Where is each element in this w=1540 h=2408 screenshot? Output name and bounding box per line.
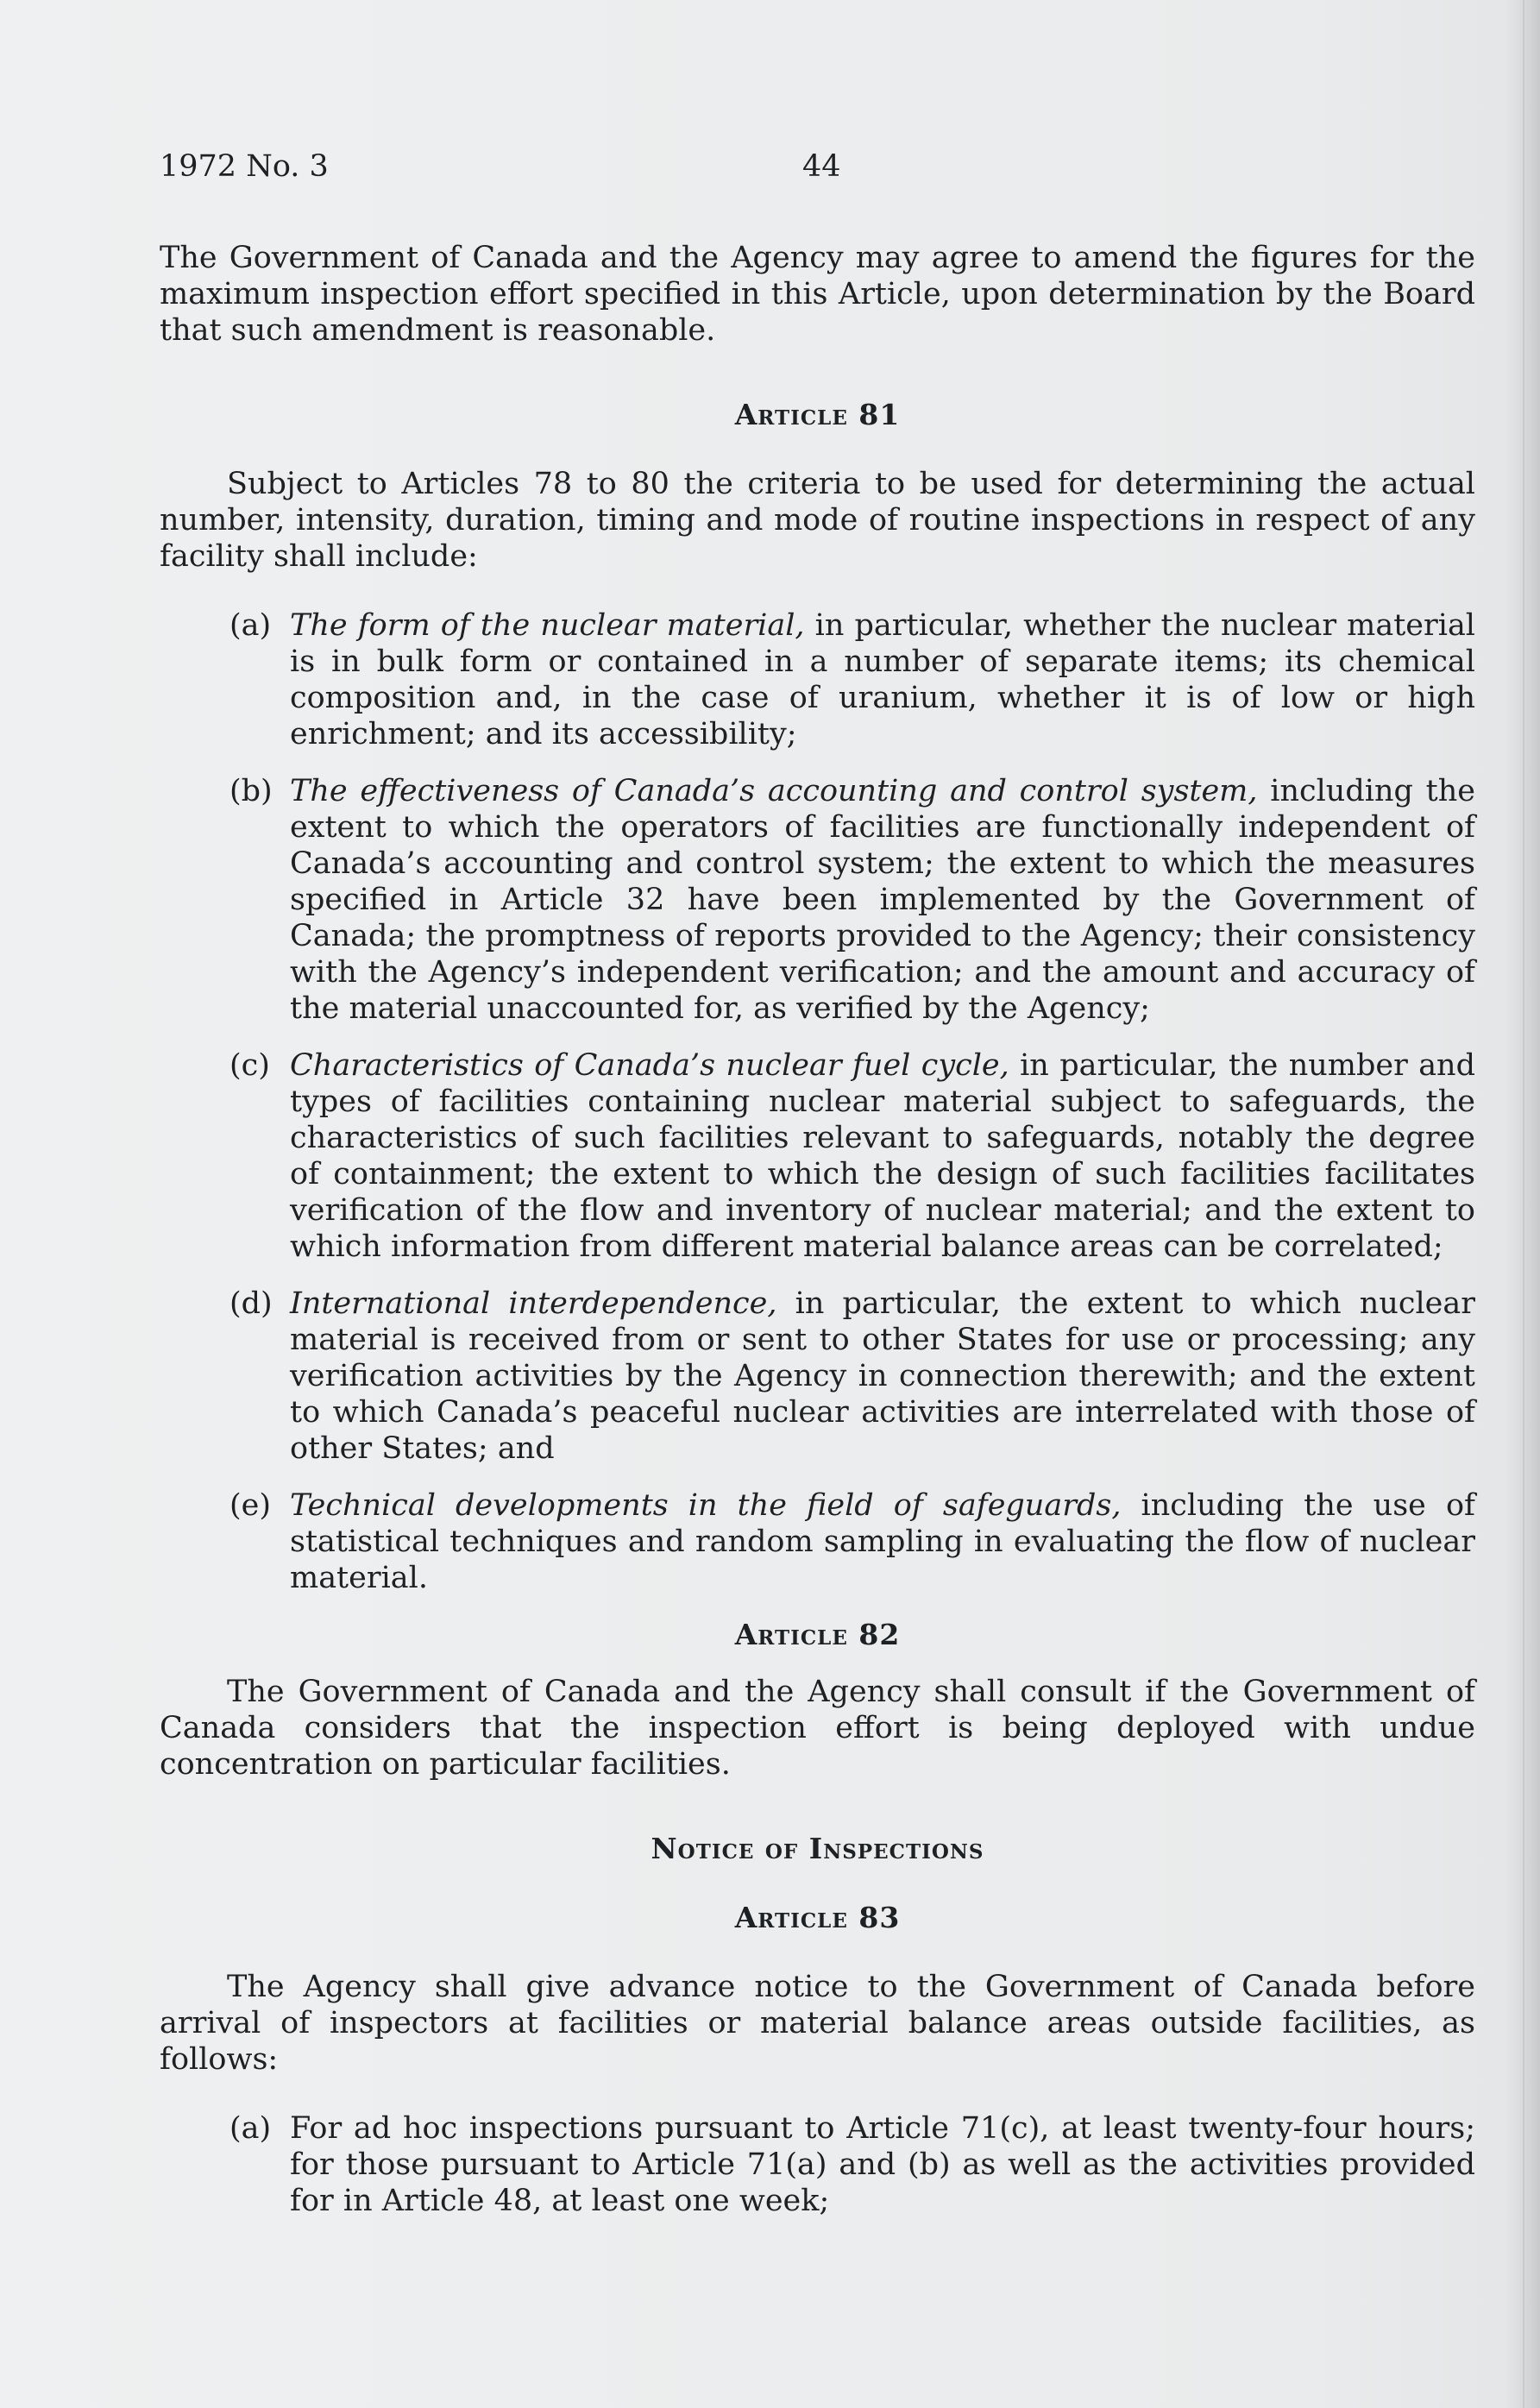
item-letter: (b) [229,774,273,808]
item-text: including the use of statistical techniques and random sampling in evaluating the flow of nuclear material. [290,1488,1475,1595]
article-81-item-d [160,1286,1475,1467]
item-text: in particular, the extent to which nuclear material is received from or sent to other States for use or processing; any verification activities by the Agency in connection therewith; and the extent to which Canada’s peaceful nuclear activities are interrelated with those of other States; and [290,1286,1475,1466]
article-81-item-e [160,1487,1475,1596]
article-81-item-b [160,773,1475,1027]
item-letter: (c) [229,1048,270,1083]
article-83-intro: The Agency shall give advance notice to the Government of Canada before arrival of inspectors at facilities or material balance areas outside facilities, as follows: [160,1970,1475,2077]
item-letter: (a) [229,2111,272,2146]
running-header [160,148,1475,192]
article-82-paragraph: The Government of Canada and the Agency shall consult if the Government of Canada considers that the inspection effort is being deployed with undue concentration on particular facilities. [160,1675,1475,1782]
item-lead-phrase: Characteristics of Canada’s nuclear fuel cycle, [290,1048,1009,1083]
item-text: For ad hoc inspections pursuant to Article 71(c), at least twenty-four hours; for those pursuant to Article 71(a) and (b) as well as the activities provided for in Article 48, at least one week; [290,2111,1475,2218]
article-83-heading: Article 83 [734,1901,901,1934]
item-letter: (a) [229,608,272,643]
article-81-item-c [160,1047,1475,1265]
article-83-item-a [160,2110,1475,2219]
intro-paragraph: The Government of Canada and the Agency may agree to amend the figures for the maximum inspection effort specified in this Article, upon determination by the Board that such amendment is reasonable. [160,241,1475,348]
item-lead-phrase: Technical developments in the field of safeguards, [290,1488,1122,1523]
item-letter: (d) [229,1286,273,1321]
article-81-heading: Article 81 [734,398,901,431]
item-lead-phrase: International interdependence, [290,1286,777,1321]
page-number: 44 [802,149,841,184]
item-text: in particular, whether the nuclear material is in bulk form or contained in a number of separate items; its chemical composition and, in the case of uranium, whether it is of low or high enrichment; and its accessibility; [290,608,1475,751]
item-letter: (e) [229,1488,272,1523]
header-year-number: 1972 No. 3 [160,149,329,184]
item-lead-phrase: The effectiveness of Canada’s accounting and control system, [290,774,1258,808]
notice-of-inspections-heading: Notice of Inspections [651,1832,984,1865]
item-text: in particular, the number and types of facilities containing nuclear material subject to safeguards, the characteristics of such facilities relevant to safeguards, notably the degree of containment; the extent to which the design of such facilities facilitates verification of the flow and inventory of nuclear material; and the extent to which information from different material balance areas can be correlated; [290,1048,1476,1264]
article-82-heading: Article 82 [734,1618,901,1651]
article-81-intro: Subject to Articles 78 to 80 the criteria to be used for determining the actual number, intensity, duration, timing and mode of routine inspections in respect of any facility shall include: [160,467,1475,574]
item-lead-phrase: The form of the nuclear material, [290,608,805,643]
item-text: including the extent to which the operators of facilities are functionally independent of Canada’s accounting and control system; the extent to which the measures specified in Article 32 have been implemented by the Government of Canada; the promptness of reports provided to the Agency; their consistency with the Agency’s independent verification; and the amount and accuracy of the material unaccounted for, as verified by the Agency; [290,774,1475,1026]
document-body [160,148,1475,2219]
page-binding-edge [1523,0,1524,2408]
article-81-item-a [160,607,1475,752]
